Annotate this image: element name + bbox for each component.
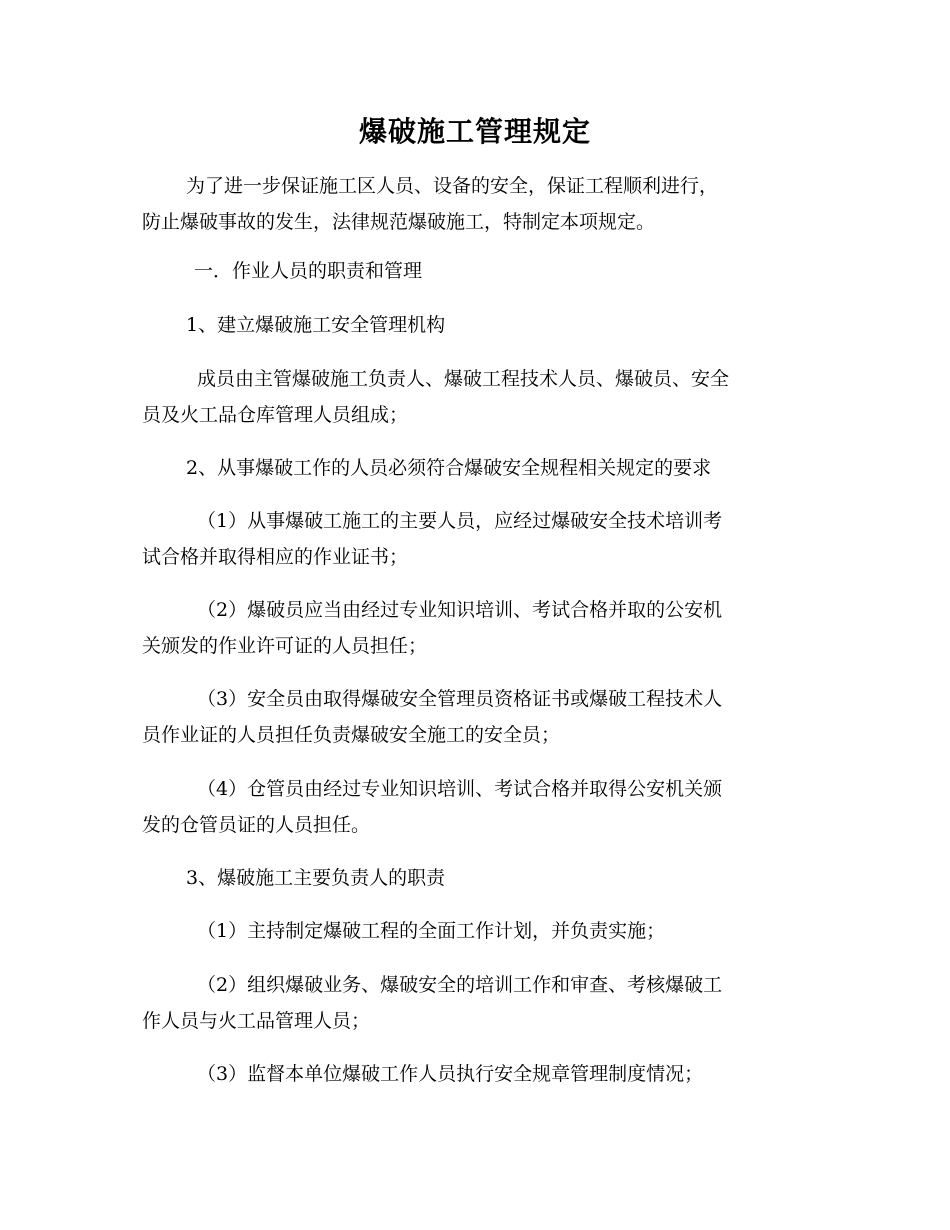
list-item <box>142 592 810 664</box>
paragraph-line: 员及火工品仓库管理人员组成； <box>142 404 409 426</box>
item-heading <box>142 860 810 896</box>
paragraph-line: （3）监督本单位爆破工作人员执行安全规章管理制度情况； <box>197 1063 704 1085</box>
list-item <box>142 967 810 1039</box>
paragraph-line: 1、建立爆破施工安全管理机构 <box>186 314 446 336</box>
paragraph-line: 作人员与火工品管理人员； <box>142 1010 371 1032</box>
paragraph <box>142 361 810 433</box>
list-item <box>142 771 810 843</box>
paragraph-line: （1）从事爆破工施工的主要人员，应经过爆破安全技术培训考 <box>197 510 723 532</box>
item-heading <box>142 450 810 486</box>
list-item <box>142 503 810 575</box>
section-heading <box>142 253 810 289</box>
paragraph-line: （1）主持制定爆破工程的全面工作计划，并负责实施； <box>197 920 666 942</box>
item-heading <box>142 307 810 343</box>
paragraph-line: （3）安全员由取得爆破安全管理员资格证书或爆破工程技术人 <box>197 688 723 710</box>
paragraph-line: （2）爆破员应当由经过专业知识培训、考试合格并取的公安机 <box>197 599 723 621</box>
paragraph-line: 试合格并取得相应的作业证书； <box>142 546 409 568</box>
paragraph-line: 发的仓管员证的人员担任。 <box>142 814 371 836</box>
paragraph-line: 一．作业人员的职责和管理 <box>194 260 423 282</box>
paragraph-line: 关颁发的作业许可证的人员担任； <box>142 635 428 657</box>
document-title: 爆破施工管理规定 <box>358 115 591 148</box>
paragraph-intro <box>142 168 810 240</box>
paragraph-line: 2、从事爆破工作的人员必须符合爆破安全规程相关规定的要求 <box>186 457 712 479</box>
paragraph-line: 员作业证的人员担任负责爆破安全施工的安全员； <box>142 724 561 746</box>
paragraph-line: 3、爆破施工主要负责人的职责 <box>186 867 446 889</box>
paragraph-line: 为了进一步保证施工区人员、设备的安全，保证工程顺利进行， <box>186 175 719 197</box>
paragraph-line: 防止爆破事故的发生，法律规范爆破施工，特制定本项规定。 <box>142 211 656 233</box>
list-item <box>142 1056 810 1092</box>
paragraph-line: （4）仓管员由经过专业知识培训、考试合格并取得公安机关颁 <box>197 778 723 800</box>
list-item <box>142 681 810 753</box>
paragraph-line: 成员由主管爆破施工负责人、爆破工程技术人员、爆破员、安全 <box>197 368 730 390</box>
list-item <box>142 913 810 949</box>
paragraph-line: （2）组织爆破业务、爆破安全的培训工作和审查、考核爆破工 <box>197 974 723 996</box>
